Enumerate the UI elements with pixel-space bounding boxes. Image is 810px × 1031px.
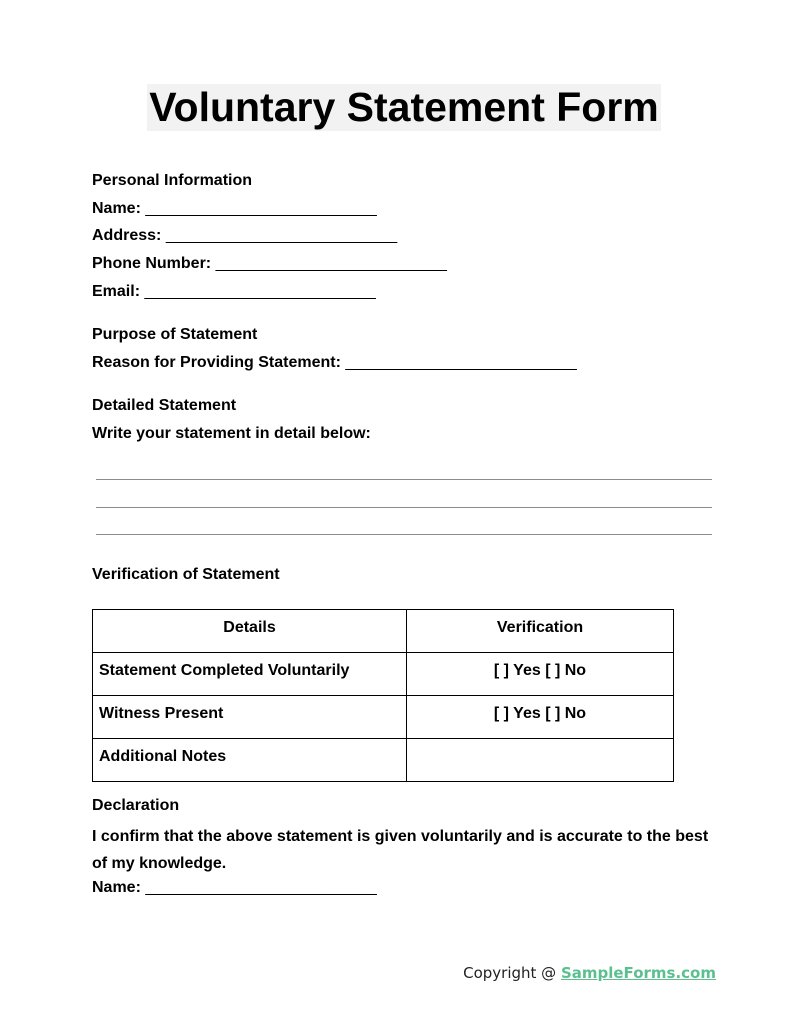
brand-link[interactable]: SampleForms.com — [560, 964, 716, 982]
verification-table — [92, 609, 674, 782]
section-heading-declaration: Declaration — [92, 797, 180, 814]
table-row — [93, 653, 674, 696]
address-field[interactable] — [92, 226, 397, 246]
address-label: Address: — [92, 227, 162, 244]
email-label: Email: — [92, 283, 141, 300]
row-detail: Statement Completed Voluntarily — [93, 653, 407, 696]
declaration-name-blank[interactable]: __________________________ — [145, 879, 377, 896]
column-header-verification: Verification — [407, 610, 674, 653]
declaration-text: I confirm that the above statement is given voluntarily and is accurate to the best of my knowledge. — [92, 828, 709, 872]
row-verification-checkboxes[interactable]: [ ] Yes [ ] No — [407, 696, 674, 739]
page-title: Voluntary Statement Form — [147, 84, 661, 131]
email-blank[interactable]: __________________________ — [144, 283, 376, 300]
phone-label: Phone Number: — [92, 255, 212, 272]
table-header-row — [93, 610, 674, 653]
table-row — [93, 739, 674, 782]
reason-label: Reason for Providing Statement: — [92, 354, 341, 371]
declaration-name-label: Name: — [92, 879, 141, 896]
column-header-details: Details — [93, 610, 407, 653]
section-heading-detailed: Detailed Statement — [92, 397, 237, 414]
row-verification-checkboxes[interactable]: [ ] Yes [ ] No — [407, 653, 674, 696]
phone-field[interactable] — [92, 254, 447, 274]
copyright-prefix: Copyright @ — [463, 964, 561, 982]
copyright-footer — [463, 964, 716, 982]
section-heading-personal: Personal Information — [92, 172, 253, 189]
address-blank[interactable]: __________________________ — [165, 227, 398, 244]
declaration-name-field[interactable] — [92, 878, 377, 898]
row-detail: Additional Notes — [93, 739, 407, 782]
name-label: Name: — [92, 200, 141, 217]
section-heading-verification: Verification of Statement — [92, 566, 280, 583]
statement-line-3[interactable] — [96, 534, 712, 535]
statement-line-1[interactable] — [96, 479, 712, 480]
phone-blank[interactable]: __________________________ — [215, 255, 447, 272]
reason-blank[interactable]: __________________________ — [345, 354, 577, 371]
row-detail: Witness Present — [93, 696, 407, 739]
name-field[interactable] — [92, 199, 377, 219]
table-row — [93, 696, 674, 739]
statement-line-2[interactable] — [96, 507, 712, 508]
name-blank[interactable]: __________________________ — [145, 200, 377, 217]
email-field[interactable] — [92, 282, 376, 302]
section-heading-purpose: Purpose of Statement — [92, 326, 258, 343]
reason-field[interactable] — [92, 353, 577, 373]
additional-notes-cell[interactable] — [407, 739, 674, 782]
statement-instruction: Write your statement in detail below: — [92, 425, 371, 442]
